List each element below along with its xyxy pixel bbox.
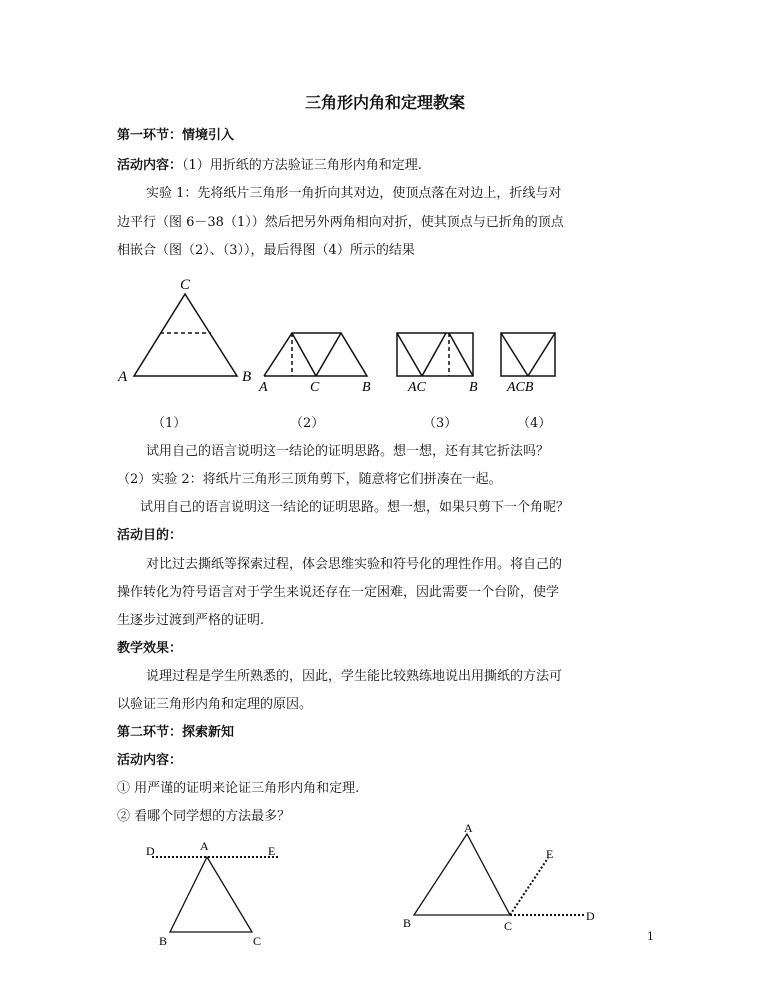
- section2-content-label: 活动内容：: [117, 753, 183, 768]
- fig2-label-a: A: [259, 380, 268, 395]
- section1-heading: 第一环节：情境引入: [117, 128, 235, 143]
- left-label-a: A: [200, 839, 209, 853]
- fig3-label-ac: AC: [408, 380, 426, 395]
- purpose-line3: 生逐步过渡到严格的证明.: [117, 613, 265, 628]
- right-label-b: B: [403, 916, 412, 930]
- exp1-line1: 实验 1：先将纸片三角形一角折向其对边，使顶点落在对边上，折线与对: [146, 186, 562, 201]
- section2-item2: ② 看哪个同学想的方法最多？: [117, 809, 291, 824]
- left-label-b: B: [159, 934, 168, 948]
- caption-2: （2）: [290, 416, 325, 431]
- fig4-label-acb: ACB: [507, 380, 534, 395]
- fig3-label-b: B: [469, 380, 478, 395]
- fig1-label-c: C: [180, 277, 191, 293]
- section2-heading: 第二环节：探索新知: [117, 725, 235, 740]
- exp1-line3: 相嵌合（图（2）、（3）），最后得图（4）所示的结果: [117, 243, 415, 258]
- exp1-line2: 边平行（图 6－38（1））然后把另外两角相向对折，使其顶点与已折角的顶点: [117, 215, 564, 230]
- right-parallel-ce: [510, 858, 548, 915]
- effect-heading: 教学效果：: [117, 641, 183, 656]
- effect-line1: 说理过程是学生所熟悉的，因此，学生能比较熟练地说出用撕纸的方法可: [146, 669, 563, 684]
- left-label-e: E: [268, 844, 276, 858]
- fig1-label-a: A: [118, 369, 128, 385]
- page-number: 1: [647, 930, 654, 943]
- fig2-label-b: B: [362, 380, 371, 395]
- experiment-2: （2）实验 2：将纸片三角形三顶角剪下，随意将它们拼凑在一起。: [117, 472, 502, 487]
- caption-4: （4）: [517, 416, 552, 431]
- content-text: （1）用折纸的方法验证三角形内角和定理.: [182, 158, 422, 173]
- effect-line2: 以验证三角形内角和定理的原因。: [117, 697, 313, 712]
- content-label: 活动内容：: [117, 158, 183, 173]
- caption-1: （1）: [152, 416, 187, 431]
- page-title: 三角形内角和定理教案: [304, 93, 465, 112]
- left-triangle: [170, 857, 252, 932]
- right-label-a: A: [464, 821, 473, 835]
- right-triangle: [414, 834, 510, 915]
- proof-figure-right: [414, 834, 585, 915]
- left-label-c: C: [253, 934, 262, 948]
- proof-figure-left: [152, 857, 280, 932]
- fig2-label-c: C: [310, 380, 320, 395]
- question-2: 试用自己的语言说明这一结论的证明思路。想一想，如果只剪下一个角呢？: [140, 500, 570, 515]
- question-1: 试用自己的语言说明这一结论的证明思路。想一想，还有其它折法吗？: [146, 444, 550, 459]
- left-label-d: D: [146, 844, 155, 858]
- fig1-label-b: B: [242, 369, 252, 385]
- right-label-c: C: [504, 919, 513, 933]
- purpose-line2: 操作转化为符号语言对于学生来说还存在一定困难，因此需要一个台阶，使学: [117, 585, 560, 600]
- purpose-line1: 对比过去撕纸等探索过程，体会思维实验和符号化的理性作用。将自己的: [146, 557, 563, 572]
- section2-item1: ① 用严谨的证明来论证三角形内角和定理.: [117, 781, 360, 796]
- right-label-d: D: [586, 909, 595, 923]
- caption-3: （3）: [423, 416, 458, 431]
- purpose-heading: 活动目的：: [117, 528, 183, 543]
- right-label-e: E: [546, 847, 554, 861]
